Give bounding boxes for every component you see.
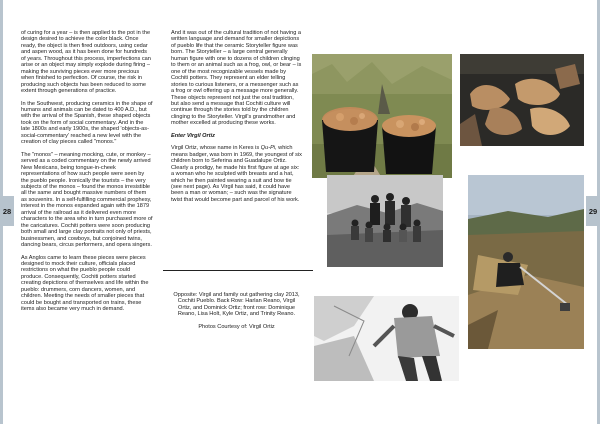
paragraph: The "monos" – meaning mocking, cute, or monkey – served as a coded commentary on the newly arrived New Mexicans, being tongue-in-cheek representations of how such people were seen by the pueblo people. Ironically the tourists – the very subjects of the monos – found the monos irresistible all the same and bought massive numbers of them as souvenirs. In a self-fulfilling commercial prophesy, interest in the monos expanded again with the 1879 arrival of the railroad as it delivered even more characters to the area who in turn purchased more of the caricatures. Cochiti potters were soon producing both small and large clay portraits not only of priests, businessmen, and cowboys, but conjoined twins, dancing bears, circus performers, and opera singers. <box>21 151 153 249</box>
paragraph-text: Virgil Ortiz, whose name in Keres is <box>171 145 261 152</box>
photo-family-group <box>327 175 443 267</box>
section-subheading: Enter Virgil Ortiz <box>171 132 215 139</box>
paragraph: In the Southwest, producing ceramics in the shape of humans and animals can be dated to 400 A.D., but with the arrival of the Spanish, these shaped objects took on the form of social commentary. And in the late 1800s and early 1900s, the shaped 'objects-as-social-commentary' reached a new level with the creation of clay pieces called "monos." <box>21 100 153 146</box>
paragraph: And it was out of the cultural tradition of not having a written language and demand for smaller depictions of pueblo life that the ceramic Storyteller figure was born. The Storyteller – a large central generally human figure with one to dozens of children clinging to them or an animal such as a frog, owl, or bear – is one of the most recognizable vessels made by Cochiti potters. They represent an elder telling stories to curious listeners, or a messenger such as a frog or owl offering up a message more generally. These objects represent not just the oral tradition, but also send a message that Cochiti culture will continue through the stories told by the children clinging to the Storyteller. Virgil's grandmother and mother excelled at producing these works. <box>171 30 302 127</box>
caption-text: Opposite: Virgil and family out gathering clay 2013, Cochiti Pueblo. Back Row: Harlan Reano, Virgil Ortiz, and Dominick Ortiz; front row: Dominique Reano, Lisa Holt, Kyle Ortiz, and Trinity Reano. <box>173 292 300 318</box>
page-number-right: 29 <box>586 196 600 226</box>
photo-digging-landscape <box>468 175 584 349</box>
caption-divider <box>163 270 313 271</box>
photo-hands-with-clay <box>460 54 584 146</box>
paragraph: As Anglos came to learn these pieces were pieces designed to mock their culture, officials placed restrictions on what the pueblo people could produce. Consequently, Cochiti potters started creating depictions of themselves and life within the pueblo: drummers, corn dancers, women, and children. Meeting the needs of smaller pieces that could be bought and transported on trains, these items also became very much in demand. <box>21 254 149 313</box>
photo-man-working <box>314 296 459 381</box>
photo-clay-buckets <box>312 54 452 178</box>
paragraph <box>171 145 302 203</box>
paragraph-text: which means badger, was born in 1969, the youngest of six children born to Seferina and Guadalupe Ortiz. Clearly a prodigy, he made his first figure at age six: a woman who he sculpted with breasts and a hat, which he then painted wearing a suit and bow tie (see next page). As Virgil has said, it could have been a man or woman; – such was the signature twist that would become part and parcel of his work. <box>171 145 302 203</box>
text-column-left <box>21 30 153 319</box>
paragraph: of curing for a year – is then applied to the pot in the design desired to achieve the color black. Once ready, the object is then fired outdoors, using cedar and aspen wood, as it has been done for hundreds of years. Throughout this process, imperfections can arise or an object may simply explode during firing – making the surviving pieces ever more precious when finished to perfection. Of course, the risk in producing such objects has been reduced to some extent through generations of practice. <box>21 30 151 95</box>
page-number-left: 28 <box>0 196 14 226</box>
keres-name: Qu-Pi, <box>260 145 277 152</box>
text-column-middle <box>171 30 302 209</box>
photo-caption <box>171 292 302 336</box>
photo-credit: Photos Courtesy of: Virgil Ortiz <box>198 323 275 330</box>
